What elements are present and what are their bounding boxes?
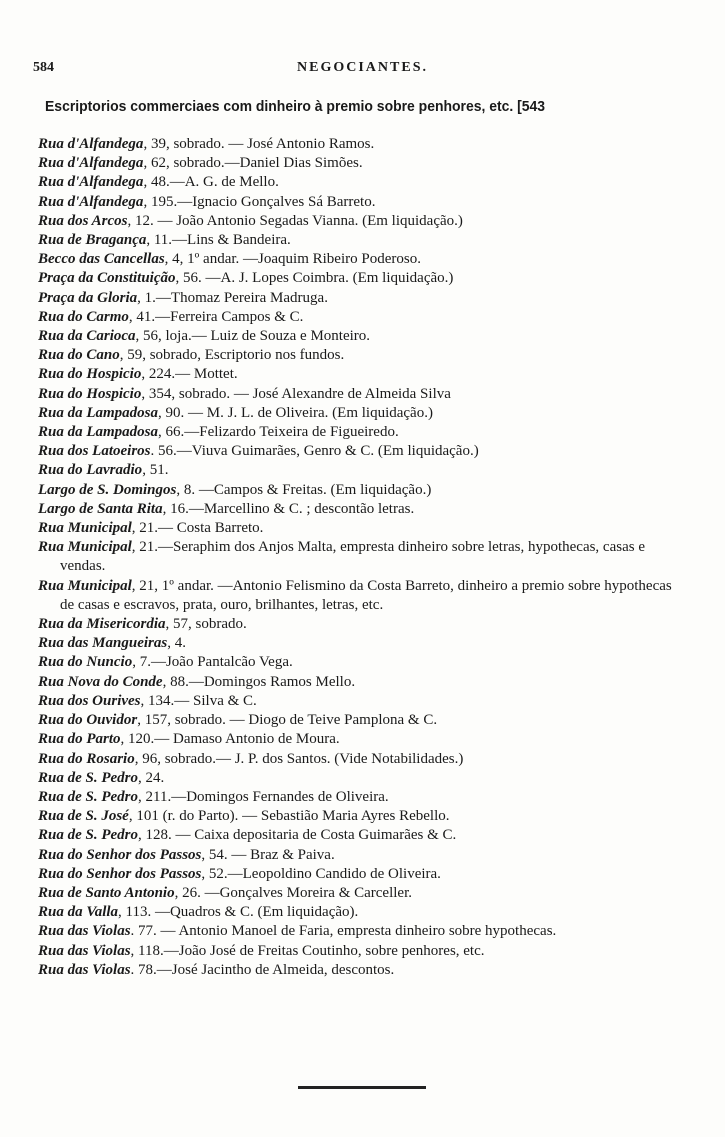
list-item [38,634,688,653]
street-name: Rua das Mangueiras [38,635,168,652]
list-item [38,615,688,634]
entry-details: . 78.—José Jacintho de Almeida, descontos. [130,961,395,978]
list-item [38,212,688,231]
list-item [38,846,688,865]
entry-details: , 26. —Gonçalves Moreira & Carceller. [174,884,412,901]
list-item [38,730,688,749]
street-name: Rua das Violas [38,961,131,978]
entry-details: , 56, loja.— Luiz de Souza e Monteiro. [135,328,371,345]
list-item [38,750,688,769]
list-item [38,423,688,442]
entry-details: , 113. —Quadros & C. (Em liquidação). [118,904,359,921]
street-name: Rua das Violas [38,942,131,959]
street-name: Becco das Cancellas [38,251,165,268]
street-name: Rua d'Alfandega [38,174,144,191]
street-name: Praça da Constituição [38,270,176,287]
street-name: Rua do Cano [38,347,120,364]
entry-details: , 39, sobrado. — José Antonio Ramos. [143,136,375,152]
section-heading: Escriptorios commerciaes com dinheiro à premio sobre penhores, etc. [543 [45,98,546,115]
entry-details: , 8. —Campos & Freitas. (Em liquidação.) [176,481,432,498]
entry-details: , 66.—Felizardo Teixeira de Figueiredo. [158,424,399,441]
list-item [38,327,688,346]
list-item [38,884,688,903]
street-name: Rua do Rosario [38,750,135,767]
street-name: Rua da Carioca [38,328,136,345]
entry-details: , 62, sobrado.—Daniel Dias Simões. [143,155,363,172]
street-name: Rua d'Alfandega [38,155,144,172]
list-item [38,807,688,826]
list-item [38,269,688,288]
entry-details: , 11.—Lins & Bandeira. [146,232,291,249]
entry-details: . 56.—Viuva Guimarães, Genro & C. (Em liquidação.) [150,443,479,460]
street-name: Rua de S. Pedro [38,827,139,844]
list-item [38,500,688,519]
list-item [38,250,688,269]
entry-details: , 88.—Domingos Ramos Mello. [162,673,356,690]
list-item [38,365,688,384]
entry-details: , 120.— Damaso Antonio de Moura. [120,731,340,748]
list-item [38,519,688,538]
entry-details: , 4. [167,635,186,652]
entry-details: , 224.— Mottet. [141,366,238,383]
list-item [38,961,688,980]
entry-details: , 48.—A. G. de Mello. [143,174,279,191]
street-name: Rua dos Arcos [38,212,128,229]
entry-details: , 41.—Ferreira Campos & C. [128,308,304,325]
street-name: Rua de Santo Antonio [38,884,175,901]
street-name: Rua de S. Pedro [38,769,139,786]
list-item [38,942,688,961]
street-name: Largo de Santa Rita [38,500,163,517]
entry-details: , 21.— Costa Barreto. [131,520,264,537]
entry-details: , 51. [142,462,169,479]
list-item [38,308,688,327]
entry-details: , 157, sobrado. — Diogo de Teive Pamplona & C. [137,712,438,729]
entry-details: , 56. —A. J. Lopes Coimbra. (Em liquidação.) [175,270,454,287]
list-item [38,193,688,212]
list-item [38,692,688,711]
list-item [38,538,688,576]
street-name: Rua das Violas [38,923,131,940]
running-title: NEGOCIANTES. [297,60,428,75]
entry-details: , 16.—Marcellino & C. ; descontão letras. [162,500,415,517]
entry-details: , 21.—Seraphim dos Anjos Malta, empresta dinheiro sobre letras, hypothecas, casas e vendas. [60,539,645,575]
entry-details: , 134.— Silva & C. [140,692,257,709]
entry-details: . 77. — Antonio Manoel de Faria, empresta dinheiro sobre hypothecas. [130,923,557,940]
entry-details: , 195.—Ignacio Gonçalves Sá Barreto. [143,193,376,210]
street-name: Rua do Nuncio [38,654,133,671]
list-item [38,577,688,615]
list-item [38,404,688,423]
list-item [38,231,688,250]
entry-details: , 54. — Braz & Paiva. [201,846,335,863]
entry-details: , 7.—João Pantalcão Vega. [132,654,293,671]
list-item [38,442,688,461]
list-item [38,481,688,500]
street-name: Rua da Lampadosa [38,404,159,421]
list-item [38,673,688,692]
street-name: Rua dos Ourives [38,692,141,709]
street-name: Rua da Lampadosa [38,424,159,441]
closing-rule [298,1086,426,1089]
entry-details: , 12. — João Antonio Segadas Vianna. (Em liquidação.) [127,212,463,229]
entry-details: , 4, 1º andar. —Joaquim Ribeiro Poderoso. [164,251,421,268]
street-name: Rua do Senhor dos Passos [38,865,202,882]
street-name: Rua do Senhor dos Passos [38,846,202,863]
street-name: Rua de S. José [38,808,129,825]
street-name: Rua do Lavradio [38,462,143,479]
entry-details: , 52.—Leopoldino Candido de Oliveira. [201,865,441,882]
list-item [38,385,688,404]
entry-details: , 354, sobrado. — José Alexandre de Almeida Silva [141,385,451,402]
street-name: Rua de Bragança [38,232,147,249]
street-name: Rua Nova do Conde [38,673,163,690]
street-name: Rua do Hospicio [38,366,142,383]
street-name: Rua Municipal [38,520,132,537]
list-item [38,922,688,941]
street-name: Rua Municipal [38,577,132,594]
entry-details: , 211.—Domingos Fernandes de Oliveira. [138,788,389,805]
list-item [38,461,688,480]
street-name: Rua do Ouvidor [38,712,138,729]
street-name: Largo de S. Domingos [38,481,177,498]
entry-details: , 21, 1º andar. —Antonio Felismino da Costa Barreto, dinheiro a premio sobre hypothecas de casas e escravos, prata, ouro, brilhantes, letras, etc. [60,577,672,613]
entry-details: , 1.—Thomaz Pereira Madruga. [137,289,328,306]
list-item [38,289,688,308]
list-item [38,154,688,173]
street-name: Rua d'Alfandega [38,136,144,152]
street-name: Rua d'Alfandega [38,193,144,210]
street-name: Rua do Carmo [38,308,129,325]
street-name: Praça da Gloria [38,289,138,306]
street-name: Rua Municipal [38,539,132,556]
street-name: Rua do Hospicio [38,385,142,402]
list-item [38,135,688,154]
list-item [38,865,688,884]
entry-details: , 90. — M. J. L. de Oliveira. (Em liquidação.) [158,404,433,421]
entry-details: , 118.—João José de Freitas Coutinho, sobre penhores, etc. [130,942,485,959]
page-number: 584 [33,60,54,75]
entry-details: , 57, sobrado. [165,616,247,633]
street-name: Rua da Misericordia [38,616,166,633]
entry-details: , 59, sobrado, Escriptorio nos fundos. [119,347,345,364]
entry-details: , 101 (r. do Parto). — Sebastião Maria Ayres Rebello. [128,808,450,825]
street-name: Rua dos Latoeiros [38,443,151,460]
entry-details: , 128. — Caixa depositaria de Costa Guimarães & C. [138,827,457,844]
entry-details: , 24. [138,769,165,786]
list-item [38,346,688,365]
list-item [38,653,688,672]
street-name: Rua de S. Pedro [38,788,139,805]
street-name: Rua do Parto [38,731,121,748]
list-item [38,173,688,192]
list-item [38,788,688,807]
list-item [38,826,688,845]
street-name: Rua da Valla [38,904,119,921]
list-item [38,711,688,730]
list-item [38,769,688,788]
list-item [38,903,688,922]
entry-details: , 96, sobrado.— J. P. dos Santos. (Vide Notabilidades.) [134,750,464,767]
entry-list [38,135,688,980]
